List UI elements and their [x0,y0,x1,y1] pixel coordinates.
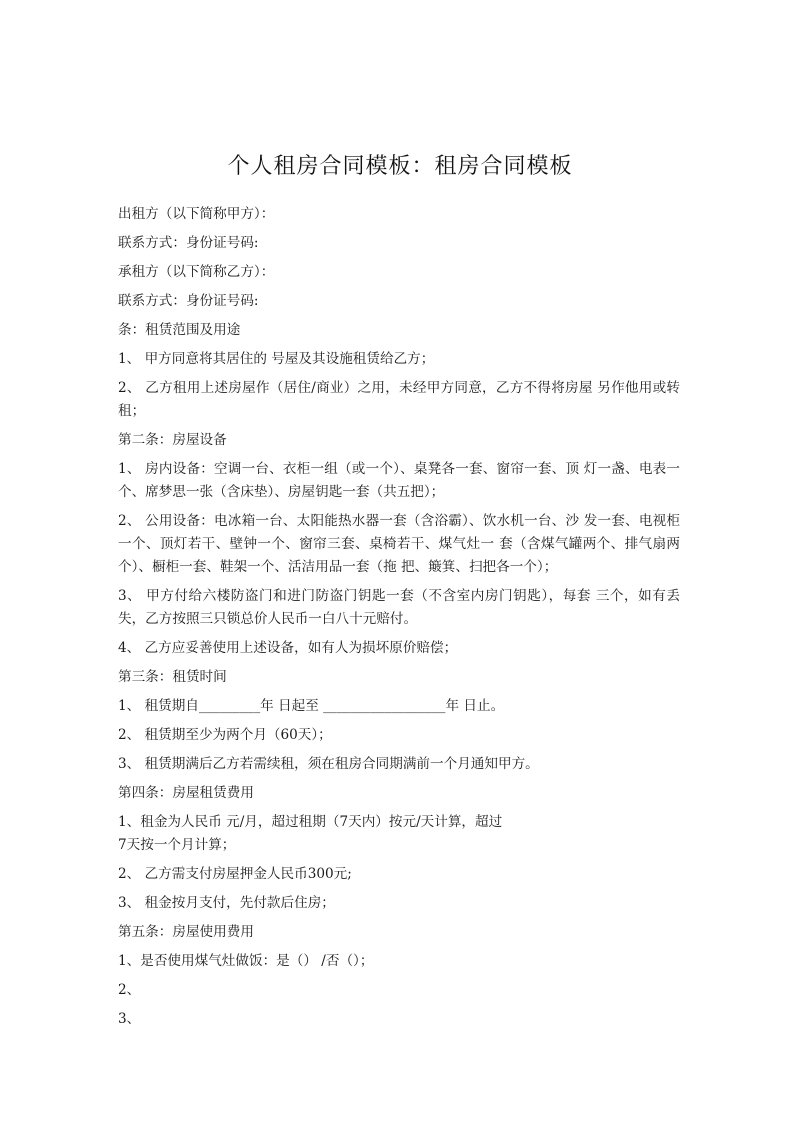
article-1-item-2: 2、 乙方租用上述房屋作（居住/商业）之用，未经甲方同意，乙方不得将房屋 另作他用或转租； [118,380,680,419]
article-3-item-1: 1、 租赁期自_________年 日起至 __________________年 日止。 [118,698,505,714]
lessee-line: 承租方（以下简称乙方）： [118,264,275,280]
lessor-line: 出租方（以下简称甲方）： [118,206,275,222]
article-2-item-4: 4、 乙方应妥善使用上述设备，如有人为损坏原价赔偿； [118,640,458,656]
article-5-heading: 第五条：房屋使用费用 [118,924,254,940]
lessee-contact-line: 联系方式：身份证号码: [118,293,259,309]
article-5-item-1: 1、是否使用煤气灶做饭：是（） /否（）； [118,953,374,969]
article-4-item-3: 3、 租金按月支付，先付款后住房； [118,895,335,911]
article-4-item-1-cont: 7天按一个月计算； [118,837,236,853]
article-2-item-3: 3、 甲方付给六楼防盗门和进门防盗门钥匙一套（不含室内房门钥匙），每套 三个，如有丢失，乙方按照三只锁总价人民币一白八十元赔付。 [118,588,680,627]
article-4-item-2: 2、 乙方需支付房屋押金人民币300元; [118,866,352,882]
article-5-item-2: 2、 [118,982,141,998]
article-3-heading: 第三条：租赁时间 [118,669,227,685]
article-1-heading: 条：租赁范围及用途 [118,322,241,338]
article-2-item-1: 1、 房内设备：空调一台、衣柜一组（或一个）、桌凳各一套、窗帘一套、顶 灯一盏、电表一个、席梦思一张（含床垫）、房屋钥匙一套（共五把）； [118,461,680,500]
document-body [118,203,680,1037]
article-2-item-2: 2、 公用设备：电冰箱一台、太阳能热水器一套（含浴霸）、饮水机一台、沙 发一套、电视柜一个、顶灯若干、壁钟一个、窗帘三套、桌椅若干、煤气灶一 套（含煤气罐两个、排气扇两个）、橱柜一套、鞋架一个、活洁用品一套（拖 把、簸箕、扫把各一个）； [118,513,680,575]
article-4-heading: 第四条：房屋租赁费用 [118,785,254,801]
article-1-item-1: 1、 甲方同意将其居住的 号屋及其设施租赁给乙方； [118,351,435,367]
article-4-item-1: 1、租金为人民币 元/月，超过租期（7天内）按元/天计算，超过 [118,814,503,830]
article-2-heading: 第二条：房屋设备 [118,432,227,448]
article-3-item-2: 2、 租赁期至少为两个月（60天）； [118,727,332,743]
article-3-item-3: 3、 租赁期满后乙方若需续租，须在租房合同期满前一个月通知甲方。 [118,756,539,772]
article-5-item-3: 3、 [118,1011,141,1027]
document-title: 个人租房合同模板：租房合同模板 [227,154,573,179]
lessor-contact-line: 联系方式：身份证号码: [118,235,259,251]
